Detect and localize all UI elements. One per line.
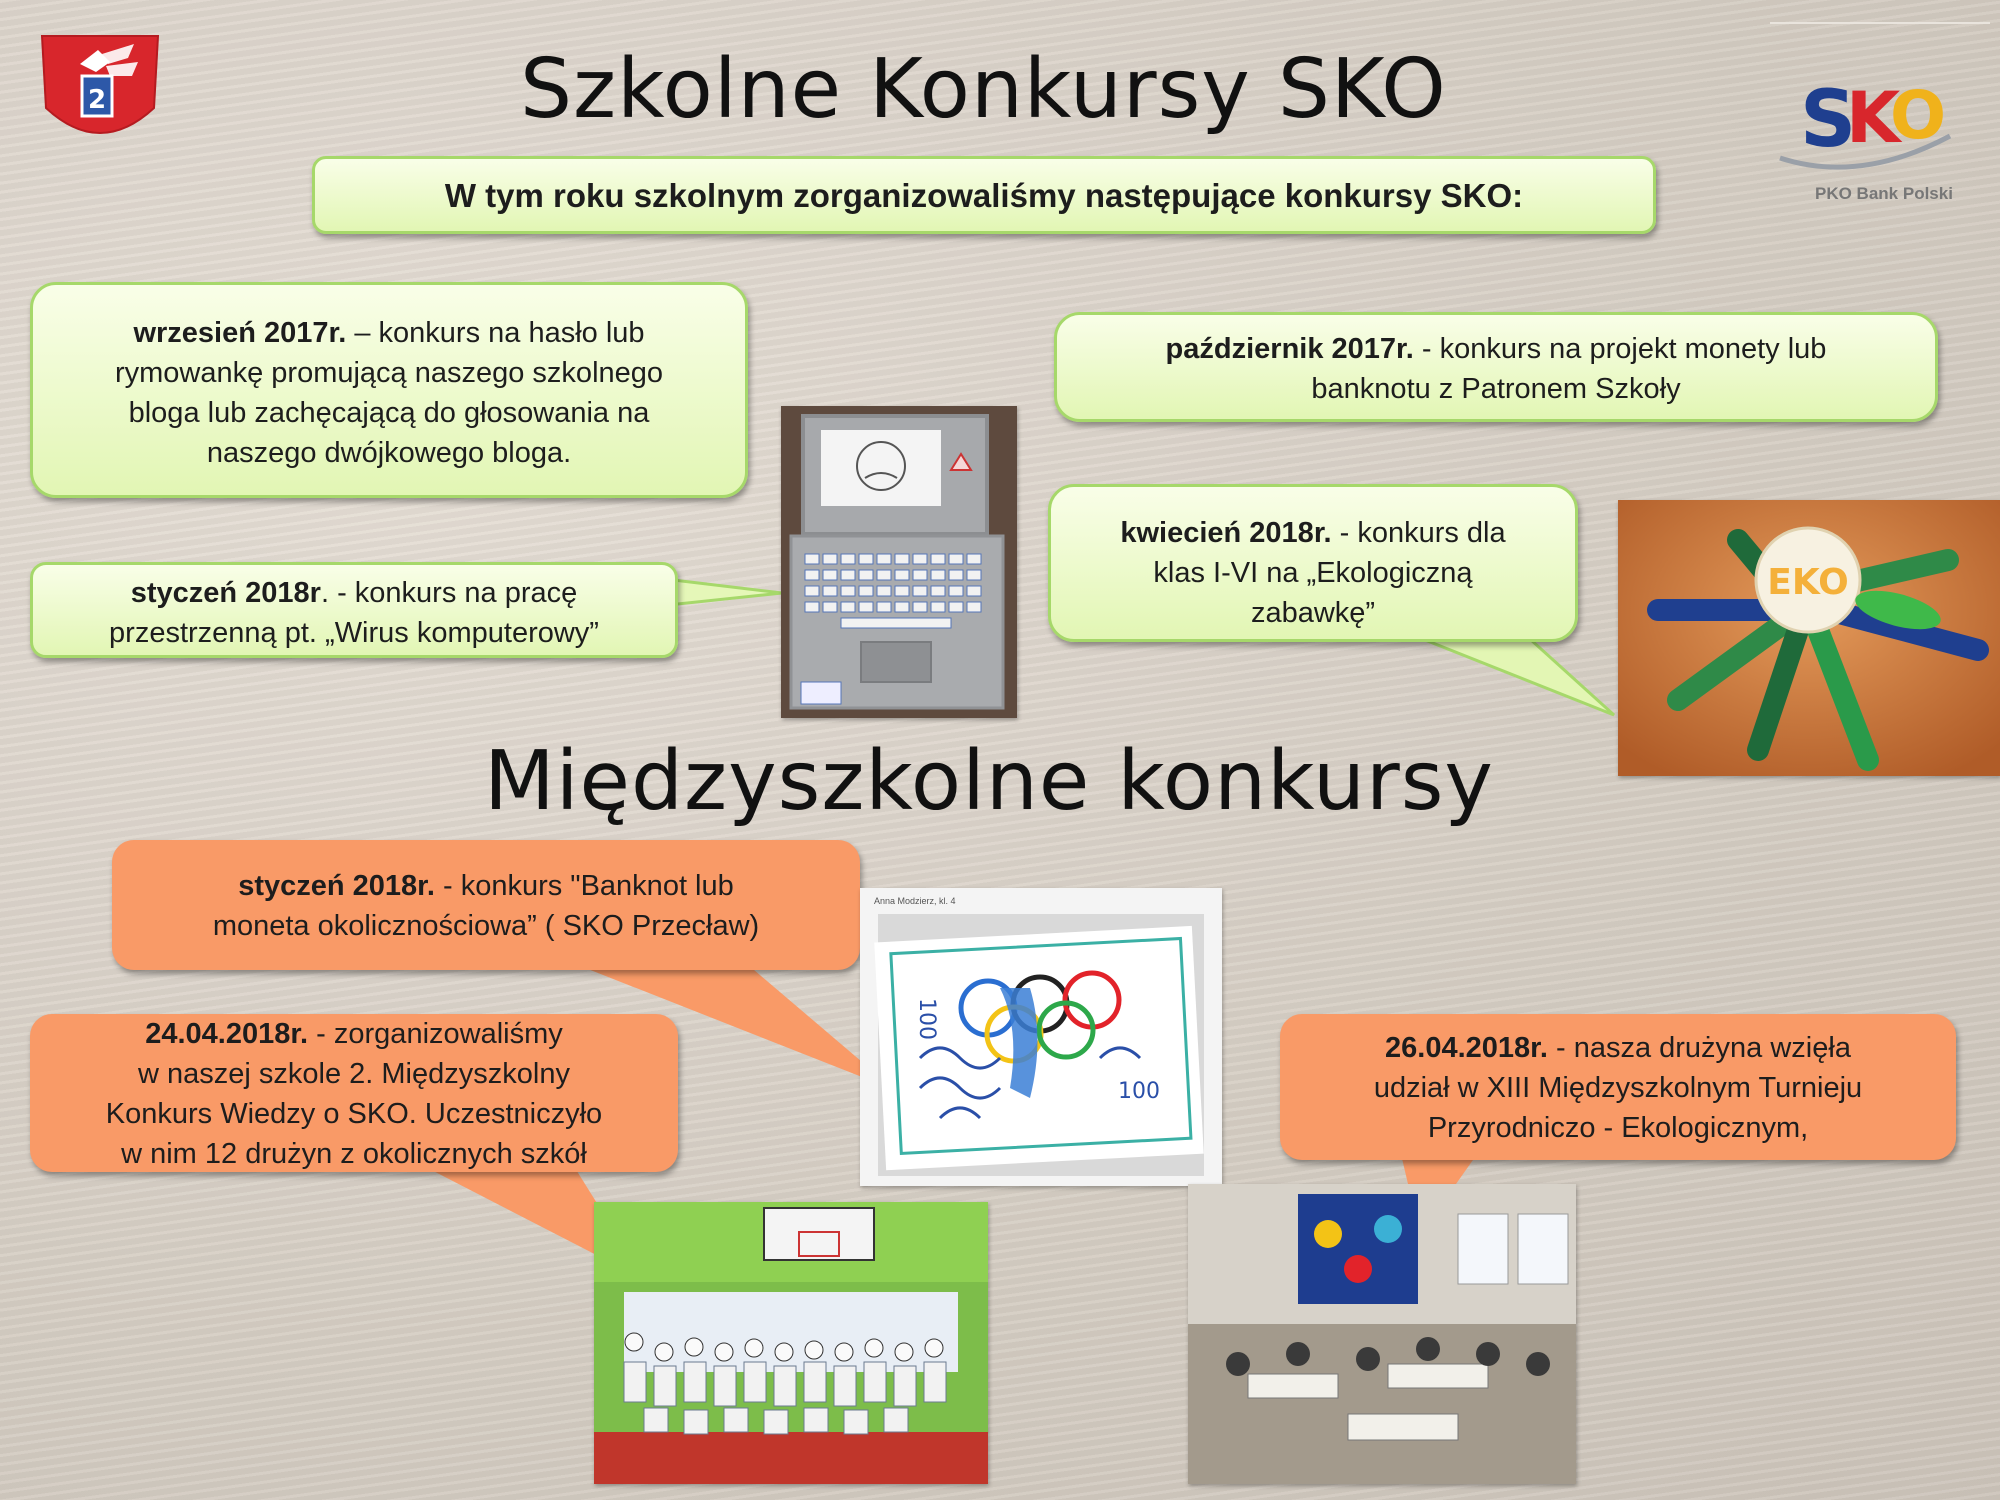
inter-apr24-line1: - zorganizowaliśmy bbox=[308, 1018, 563, 1050]
banknote-value-right: 100 bbox=[1118, 1079, 1160, 1104]
school-gym-group-photo bbox=[594, 1202, 988, 1484]
contest-apr-date: kwiecień 2018r. bbox=[1120, 517, 1332, 549]
inter-apr24-date: 24.04.2018r. bbox=[145, 1018, 309, 1050]
inter-jan-line2: moneta okolicznościowa” ( SKO Przecław) bbox=[212, 910, 760, 942]
contest-apr-line1: - konkurs dla bbox=[1331, 517, 1506, 549]
inter-jan-line1: - konkurs "Banknot lub bbox=[434, 870, 734, 902]
inter-apr26-line3: Przyrodniczo - Ekologicznym, bbox=[1427, 1112, 1809, 1144]
sko-logo-k: K bbox=[1846, 77, 1901, 159]
inter-apr26-date: 26.04.2018r. bbox=[1385, 1032, 1548, 1064]
contest-sep-line2: rymowankę promującą naszego szkolnego bbox=[114, 357, 664, 389]
sko-logo-o: O bbox=[1890, 77, 1947, 154]
inter-apr24-line3: Konkurs Wiedzy o SKO. Uczestniczyło bbox=[105, 1098, 603, 1130]
contest-oct-2017 bbox=[1054, 312, 1938, 422]
contest-oct-line1: - konkurs na projekt monety lub bbox=[1413, 333, 1827, 365]
contest-sep-line3: bloga lub zachęcającą do głosowania na bbox=[128, 397, 650, 429]
inter-apr24-line4: w nim 12 drużyn z okolicznych szkół bbox=[121, 1138, 587, 1170]
contest-oct-date: październik 2017r. bbox=[1165, 333, 1414, 365]
page-title: Szkolne Konkursy SKO bbox=[520, 42, 1447, 137]
inter-apr24-line2: w naszej szkole 2. Międzyszkolny bbox=[138, 1058, 570, 1090]
contest-sep-line1: – konkurs na hasło lub bbox=[346, 317, 645, 349]
contest-apr-line2: klas I-VI na „Ekologiczną bbox=[1153, 557, 1473, 589]
contest-sep-line4: naszego dwójkowego bloga. bbox=[206, 437, 572, 469]
inter-jan-date: styczeń 2018r. bbox=[238, 870, 435, 902]
bank-name: PKO Bank Polski bbox=[1815, 184, 1953, 203]
inter-contest-apr26-2018 bbox=[1280, 1014, 1956, 1160]
contest-jan-date: styczeń 2018r bbox=[130, 577, 321, 609]
eco-toy-photo bbox=[1618, 500, 2000, 776]
inter-contest-jan-2018 bbox=[112, 840, 860, 970]
contest-sep-2017 bbox=[30, 282, 748, 498]
banknote-caption: Anna Modzierz, kl. 4 bbox=[874, 896, 956, 906]
contest-sep-date: wrzesień 2017r. bbox=[133, 317, 347, 349]
sko-logo-s: S bbox=[1800, 75, 1857, 165]
inter-apr26-line1: - nasza drużyna wzięła bbox=[1547, 1032, 1851, 1064]
contest-jan-line2: przestrzenną pt. „Wirus komputerowy” bbox=[109, 617, 599, 649]
contest-jan-2018 bbox=[30, 562, 678, 658]
classroom-tournament-photo bbox=[1188, 1184, 1576, 1484]
contest-apr-2018 bbox=[1048, 484, 1578, 642]
laptop-project-photo bbox=[781, 406, 1017, 718]
intro-text: W tym roku szkolnym zorganizowaliśmy następujące konkursy SKO: bbox=[444, 177, 1524, 214]
contest-jan-line1: . - konkurs na pracę bbox=[320, 577, 578, 609]
contest-apr-line3: zabawkę” bbox=[1250, 597, 1376, 629]
banknote-drawing-photo bbox=[860, 888, 1222, 1186]
inter-section-title: Międzyszkolne konkursy bbox=[484, 734, 1494, 829]
banknote-value-left: 100 bbox=[914, 998, 939, 1040]
eco-toy-label: EKO bbox=[1767, 562, 1849, 603]
inter-contest-apr24-2018 bbox=[30, 1014, 678, 1172]
school-crest-number: 2 bbox=[87, 85, 107, 115]
inter-apr26-line2: udział w XIII Międzyszkolnym Turnieju bbox=[1373, 1072, 1863, 1104]
contest-oct-line2: banknotu z Patronem Szkoły bbox=[1311, 373, 1681, 405]
